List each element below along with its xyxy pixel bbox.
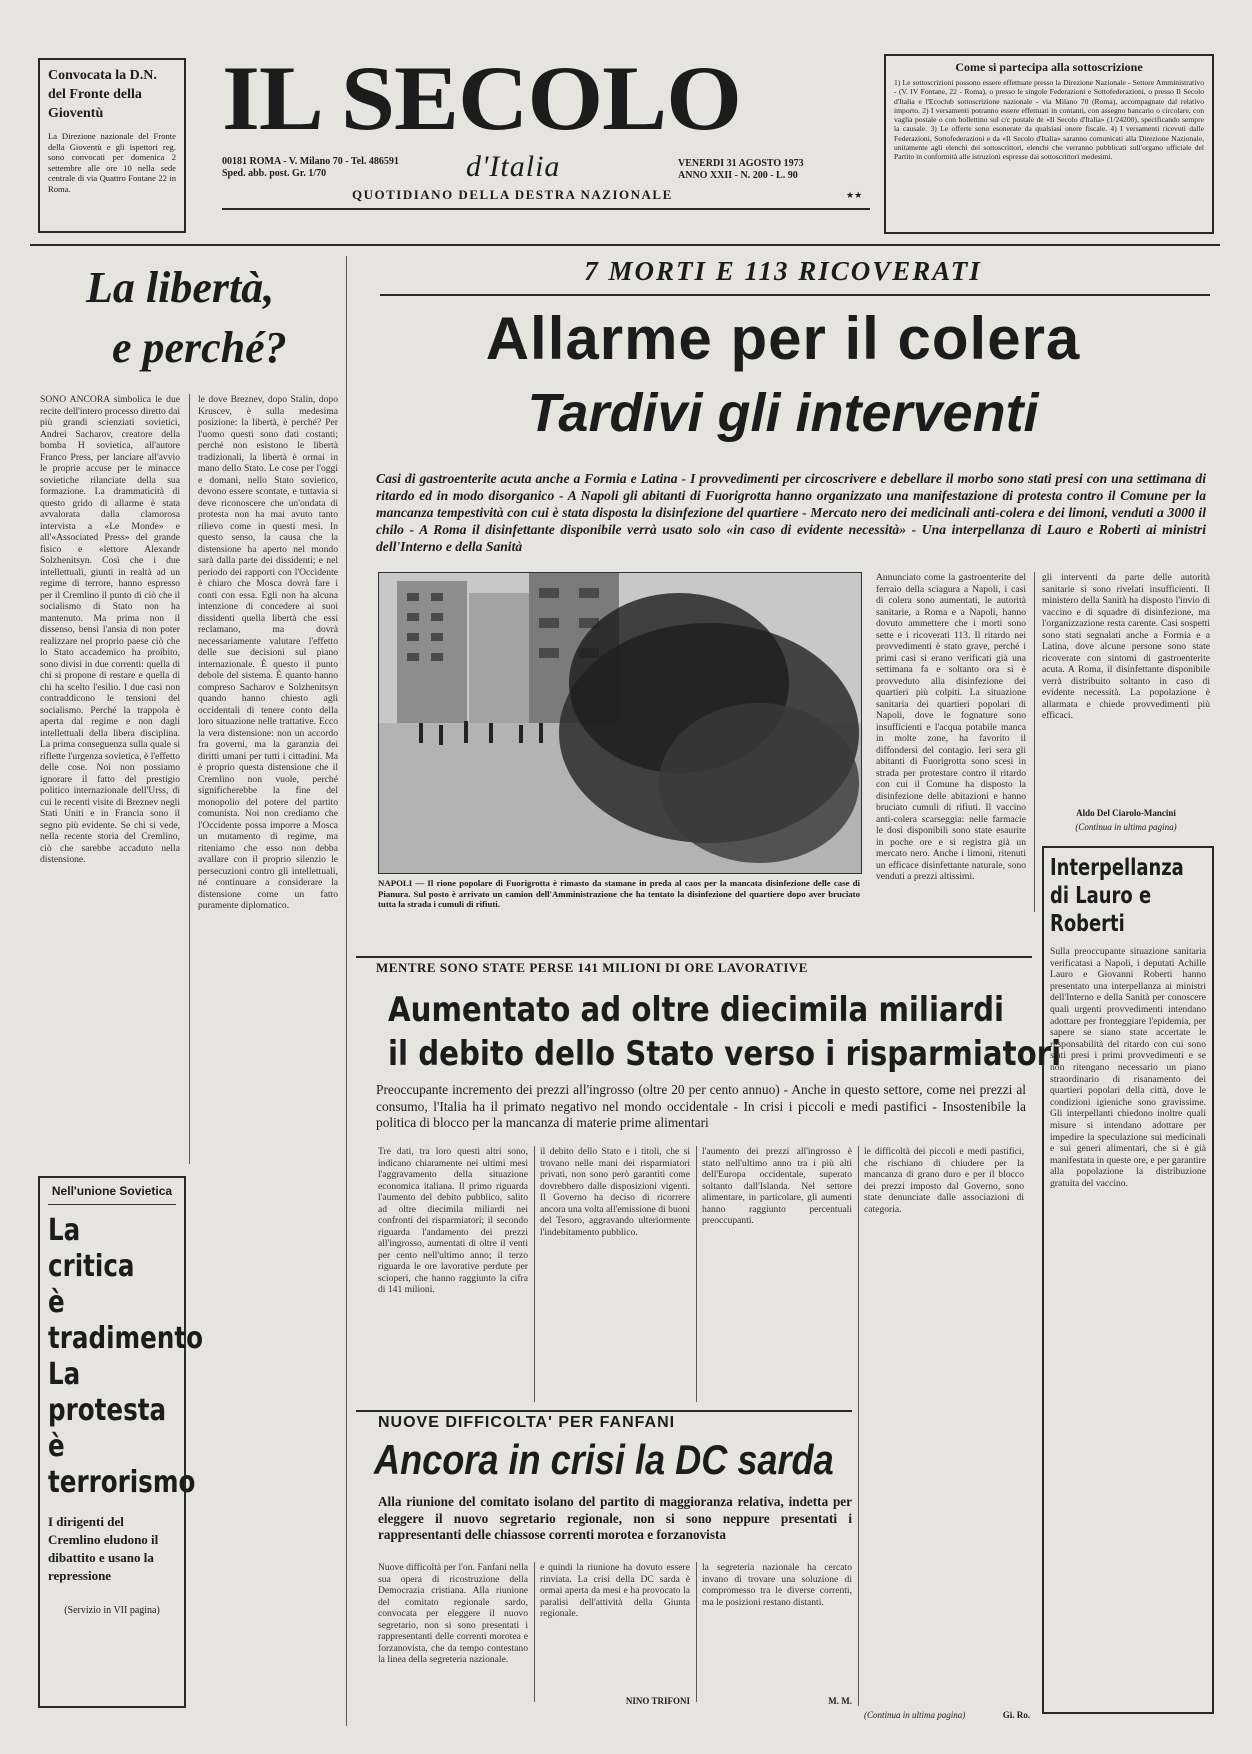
lead-column-2: gli interventi da parte delle autorità sanitarie si sono rivelati insufficienti. Il ministero della Sanità ha disposto l'invio di vaccino e di squadre di disinfezione, ma l'organizzazione resta carente. Casi sospetti sono stati segnalati anche a Formia e a Latina, dove alcune persone sono state ricoverate con sintomi di gastroenterite acuta. A Roma, il disinfettante disponibile verrà distribuito soltanto in caso di evidente necessità. La popolazione è allarmata e chiede provvedimenti più efficaci.	[1042, 572, 1210, 721]
sardinia-divider-2	[696, 1562, 697, 1702]
convocation-title: Convocata la D.N. del Fronte della Gioventù	[48, 68, 157, 121]
sardinia-kicker: NUOVE DIFFICOLTA' PER FANFANI	[378, 1414, 676, 1431]
sardinia-top-rule	[356, 1410, 852, 1412]
soviet-line-1: La critica	[48, 1213, 135, 1284]
masthead-date-1: VENERDI 31 AGOSTO 1973	[678, 158, 804, 169]
sardinia-continuation: (Continua in ultima pagina)	[864, 1710, 966, 1720]
economy-headline-2: il debito dello Stato verso i risparmiatori	[388, 1034, 1062, 1074]
masthead-address-1: 00181 ROMA - V. Milano 70 - Tel. 486591	[222, 156, 399, 167]
economy-deck: Preoccupante incremento dei prezzi all'ingrosso (oltre 20 per cento annuo) - Anche in questo settore, come nei prezzi al consumo, l'Italia ha il primato negativo nel mondo occidentale - In crisi i piccoli e medi pastifici - Insostenibile la politica di blocco per la mancanza di materie prime alimentari	[376, 1082, 1026, 1131]
editorial-title-1: La libertà,	[86, 263, 275, 312]
editorial-column-2: le dove Breznev, dopo Stalin, dopo Kruscev, è sulla medesima posizione: la libertà, è perché? Per l'uomo questi sono dati costanti; perché non esistono le libertà tradizionali, la libertà è ormai in mano dello Stato. Le cose per l'oggi e domani, nello Stato sovietico, devono essere scontate, e tuttavia si deve riconoscere che un'ondata di protesta non ha mai avuto tanto rilievo come in questi mesi. In questo senso, la causa che la distensione ha aperto nel mondo sarà dalla parte dei dissidenti; e nel periodo dei rapporti con l'Occidente è chiaro che Mosca dovrà fare i conti con essa. Egli non ha alcuna intenzione di concedere ai suoi dissidenti quella libertà che essi reclamano, ma dovrà necessariamente valutare l'effetto delle sue decisioni sul piano internazionale. È questo il punto debole del sistema. È quanto hanno compreso Sacharov e Solzhenitsyn quando hanno chiesto agli occidentali di tenere conto della loro situazione nelle trattative. Ecco la vera distensione: non un accordo fra governi, ma la garanzia dei diritti umani per tutti i cittadini. Ma è proprio questa distensione che il Cremlino non vuole, perché significherebbe la fine del monopolio del potere del partito comunista. Noi non crediamo che l'Occidente possa imporre a Mosca un mutamento di regime, ma riteniamo che esso non debba avallare con il proprio silenzio le persecuzioni contro gli intellettuali, né continuare a considerare la distensione come un fatto puramente diplomatico.	[198, 394, 338, 911]
soviet-line-4: è terrorismo	[48, 1429, 196, 1500]
sardinia-signature-2: M. M.	[828, 1696, 852, 1706]
lead-kicker: 7 MORTI E 113 RICOVERATI	[584, 256, 982, 286]
lead-photo-caption: NAPOLI — Il rione popolare di Fuorigrotta è rimasto da stamane in preda al caos per la mancata disinfezione delle case di Pianura. Sul posto è arrivato un camion dell'Amministrazione che ha tentato la disinfezione del quartiere dopo aver bruciato tutta la strada i cumuli di rifiuti.	[378, 878, 860, 910]
sardinia-divider-1	[534, 1562, 535, 1702]
lead-deck: Casi di gastroenterite acuta anche a Formia e Latina - I provvedimenti per circoscrivere e debellare il morbo sono stati presi con una settimana di ritardo ed in modo disorganico - A Napoli gli abitanti di Fuorigrotta hanno organizzato una manifestazione di protesta contro il Comune per la mancanza tempestività con cui è stata disposta la disinfezione del quartiere - Mercato nero dei medicinali anti-colera e dei limoni, venduti a 3000 il chilo - A Roma il disinfettante disponibile verrà usato solo «in caso di evidente necessità» - Una interpellanza di Lauro e Roberti ai ministri dell'Interno e della Sanità	[376, 471, 1206, 554]
editorial-divider	[189, 394, 190, 1164]
masthead-rule	[222, 208, 870, 210]
subscription-title: Come si partecipa alla sottoscrizione	[955, 60, 1143, 74]
masthead-date-2: ANNO XXII - N. 200 - L. 90	[678, 170, 798, 181]
convocation-body: La Direzione nazionale del Fronte della Gioventù e gli ispettori reg. sono convocati per domenica 2 settembre alle ore 10 nella sede centrale di via Quattro Fontane 22 in Roma.	[48, 131, 176, 194]
economy-headline-1: Aumentato ad oltre diecimila miliardi	[388, 990, 1005, 1030]
masthead-title: IL SECOLO	[222, 47, 741, 149]
sardinia-column-3: la segreteria nazionale ha cercato invano di trovare una soluzione di compromesso tra le diverse correnti, ma le posizioni restano distanti.	[702, 1562, 852, 1608]
convocation-box	[38, 58, 186, 233]
sardinia-signature-3: Gi. Ro.	[1002, 1710, 1030, 1720]
economy-divider-3	[858, 1146, 859, 1706]
interpellanza-box	[1042, 846, 1214, 1714]
masthead-tagline: QUOTIDIANO DELLA DESTRA NAZIONALE	[352, 187, 673, 202]
soviet-kicker: Nell'unione Sovietica	[48, 1184, 176, 1205]
lead-continuation: (Continua in ultima pagina)	[1075, 822, 1177, 832]
lead-photo	[378, 572, 862, 874]
sardinia-column-1: Nuove difficoltà per l'on. Fanfani nella sua opera di ricostruzione della Democrazia cristiana. Alla riunione del comitato regionale sardo, convocata per eleggere il nuovo segretario, non si sono presentati i rappresentanti delle correnti morotea e forzanovista, che da tempo contestano la linea della segreteria nazionale.	[378, 1562, 528, 1665]
top-rule	[30, 244, 1220, 246]
sardinia-signature-1: NINO TRIFONI	[625, 1696, 690, 1706]
economy-kicker: MENTRE SONO STATE PERSE 141 MILIONI DI ORE LAVORATIVE	[376, 960, 808, 975]
editorial-column-1: SONO ANCORA simbolica le due recite dell'intero processo diretto dai più grandi scienziati sovietici, Andrei Sacharov, creatore della bomba H sovietica, all'autore Franco Press, per lanciare all'avvio le proprie accuse per le minacce sovietiche rilanciate della sua formazione. La drammaticità di questo grido di allarme è stata avvalorata dalla clamorosa intervista a «Le Monde» e all'«Associated Press» del grande fisico e «lettore Alexandr Solzhenitsyn. Così che i due intellettuali, giunti in realtà ad un regime di terrore, hanno espresso per il Cremlino il punto di ciò che il socialismo di Stato non ha mantenuto. Ma prima non il dissenso, bensì l'ansia di non poter realizzare nel proprio paese ciò che lo Stato accademico ha proibito, sono divisi in due correnti: quella di chi si propone di restare e quella di chi ha scelto l'esilio. I due casi non contraddicono le tensioni del socialismo. Perché la trappola è aperta dal regime e non dagli intellettuali della libera disciplina. La prima conseguenza sulla quale si riflette l'urgenza sovietica, è l'effetto delle cose. Noi non possiamo ignorare il fatto del prestigio politico internazionale dell'Urss, di cui le recenti visite di Breznev negli Stati Uniti e in Francia sono il segno più evidente. Se chi si vede, nella recente storia del Cremlino, ciò che sarebbe accaduto nella distensione.	[40, 394, 180, 865]
lead-col-divider	[1034, 572, 1035, 912]
lead-subhead: Tardivi gli interventi	[527, 383, 1039, 443]
soviet-box	[38, 1176, 204, 1708]
economy-top-rule	[356, 956, 1032, 958]
interpellanza-title: Interpellanza di Lauro e Roberti	[1050, 855, 1184, 937]
subscription-body: 1) Le sottoscrizioni possono essere effettuate presso la Direzione Nazionale - Settore Amministrativo - (V. IV Fontane, 22 - Roma), o presso le singole Federazioni e Sottofederazioni, o presso Il Secolo d'Italia e l'Ecoclub sottoscrizione nazionale - via Milano 70 (Roma), accompagnate dal relativo importo. 2) I versamenti potranno essere effettuati in contanti, con assegno bancario o circolare, con vaglia postale o con bollettino sul c/c postale de «Il Secolo d'Italia» (1/24200), specificando sempre la causale. 3) Le offerte sono esonerate da qualsiasi onere fiscale. 4) I versamenti ricevuti dalle Federazioni, Sottofederazioni e da «Il Secolo d'Italia» saranno comunicati alla Direzione Nazionale, unitamente agli elenchi dei sottoscrittori, elenchi che verranno pubblicati sull'organo ufficiale del Partito in conformità alle istruzioni espresse dai sottoscrittori medesimi.	[894, 78, 1204, 162]
sardinia-column-2: e quindi la riunione ha dovuto essere rinviata. La crisi della DC sarda è ormai aperta da mesi e ha provocato la paralisi dell'attività della Giunta regionale.	[540, 1562, 690, 1619]
sardinia-deck: Alla riunione del comitato isolano del partito di maggioranza relativa, indetta per eleggere il nuovo segretario regionale, non si sono neppure presentati i rappresentanti delle chiassose correnti morotea e forzanovista	[378, 1494, 852, 1543]
masthead-stars: ★★	[846, 190, 863, 200]
lead-column-1: Annunciato come la gastroenterite del ferraio della sciagura a Napoli, i casi di colera sono aumentati, le autorità sanitarie, a Roma e a Napoli, hanno dovuto ammettere che i morti sono sette e i ricoverati 113. Il ritardo nei provvedimenti è stato grave, perché i primi casi si erano verificati già una settimana fa e soltanto ora si è provveduto alla disinfezione dei quartieri più colpiti. La situazione sanitaria dei quartieri popolari di Napoli, dove le fognature sono insufficienti e l'acqua potabile manca in molte zone, ha favorito il diffondersi del contagio. Ieri sera gli abitanti di Fuorigrotta sono scesi in strada per protestare contro il ritardo con cui il Comune ha disposto la disinfezione delle abitazioni e hanno bruciato cumuli di rifiuti. Il vaccino anti-colera scarseggia: nelle farmacie le dosi disponibili sono state esaurite in poche ore e si registra già un mercato nero. Anche i limoni, ritenuti un efficace disinfettante naturale, sono venduti a prezzi altissimi.	[876, 572, 1026, 882]
economy-column-3: l'aumento dei prezzi all'ingrosso è stato nell'ultimo anno tra i più alti dell'Europa occidentale, superato soltanto dall'Islanda. Nel settore alimentare, in particolare, gli aumenti hanno raggiunto percentuali preoccupanti.	[702, 1146, 852, 1226]
soviet-line-2: è tradimento	[48, 1285, 204, 1356]
interpellanza-body: Sulla preoccupante situazione sanitaria verificatasi a Napoli, i deputati Achille Lauro e Giovanni Roberti hanno presentato una interpellanza ai ministri dell'Interno e della Sanità per conoscere quali urgenti provvedimenti intendano adottare per fronteggiare l'epidemia, per sapere se siano state accertate le responsabilità del ritardo con cui sono stati presi i primi provvedimenti e se non ritengano necessario un piano straordinario di risanamento dei quartieri popolari della città, dove le condizioni igieniche sono gravissime. Gli interpellanti chiedono inoltre quali misure si intendano adottare per impedire la speculazione sui medicinali e sui generi alimentari, che si è già manifestata in queste ore, e per garantire alla popolazione la distribuzione gratuita del vaccino.	[1050, 946, 1206, 1189]
economy-column-4: le difficoltà dei piccoli e medi pastifici, che rischiano di chiudere per la mancanza di grano duro e per il blocco dei prezzi imposto dal Governo, sono state denunciate dalle associazioni di categoria.	[864, 1146, 1024, 1215]
economy-divider-2	[696, 1146, 697, 1402]
subscription-box	[884, 54, 1214, 234]
left-section-divider	[346, 256, 347, 1726]
economy-divider-1	[534, 1146, 535, 1402]
sardinia-headline: Ancora in crisi la DC sarda	[374, 1436, 834, 1483]
economy-column-2: il debito dello Stato e i titoli, che si trovano nelle mani dei risparmiatori privati, non sono però garantiti come dovrebbero dalle disposizioni vigenti. Il Governo ha deciso di ricorrere ancora una volta all'emissione di buoni del Tesoro, aggravando ulteriormente l'indebitamento pubblico.	[540, 1146, 690, 1238]
economy-column-1: Tre dati, tra loro questi altri sono, indicano chiaramente nei ultimi mesi l'aggravamento della situazione economica italiana. Il primo riguarda l'aumento del debito pubblico, salito ad oltre diecimila miliardi nei confronti dei risparmiatori; il secondo riguarda l'andamento dei prezzi all'ingrosso, aumentati di oltre il venti per cento nell'ultimo anno; il terzo riguarda le ore lavorative perdute per scioperi, che hanno raggiunto la cifra di 141 milioni.	[378, 1146, 528, 1295]
lead-headline: Allarme per il colera	[485, 305, 1081, 372]
soviet-deck: I dirigenti del Cremlino eludono il dibattito e usano la repressione	[48, 1514, 159, 1583]
lead-signature: Aldo Del Ciarolo-Mancini	[1076, 808, 1176, 818]
editorial-title-2: e perché?	[112, 323, 287, 372]
masthead-address-2: Sped. abb. post. Gr. 1/70	[222, 168, 327, 179]
soviet-line-3: La protesta	[48, 1357, 167, 1428]
lead-kicker-rule	[380, 294, 1210, 296]
masthead-subtitle: d'Italia	[466, 150, 561, 183]
lead-photo-illustration	[379, 573, 861, 873]
soviet-ref: (Servizio in VII pagina)	[64, 1605, 160, 1616]
